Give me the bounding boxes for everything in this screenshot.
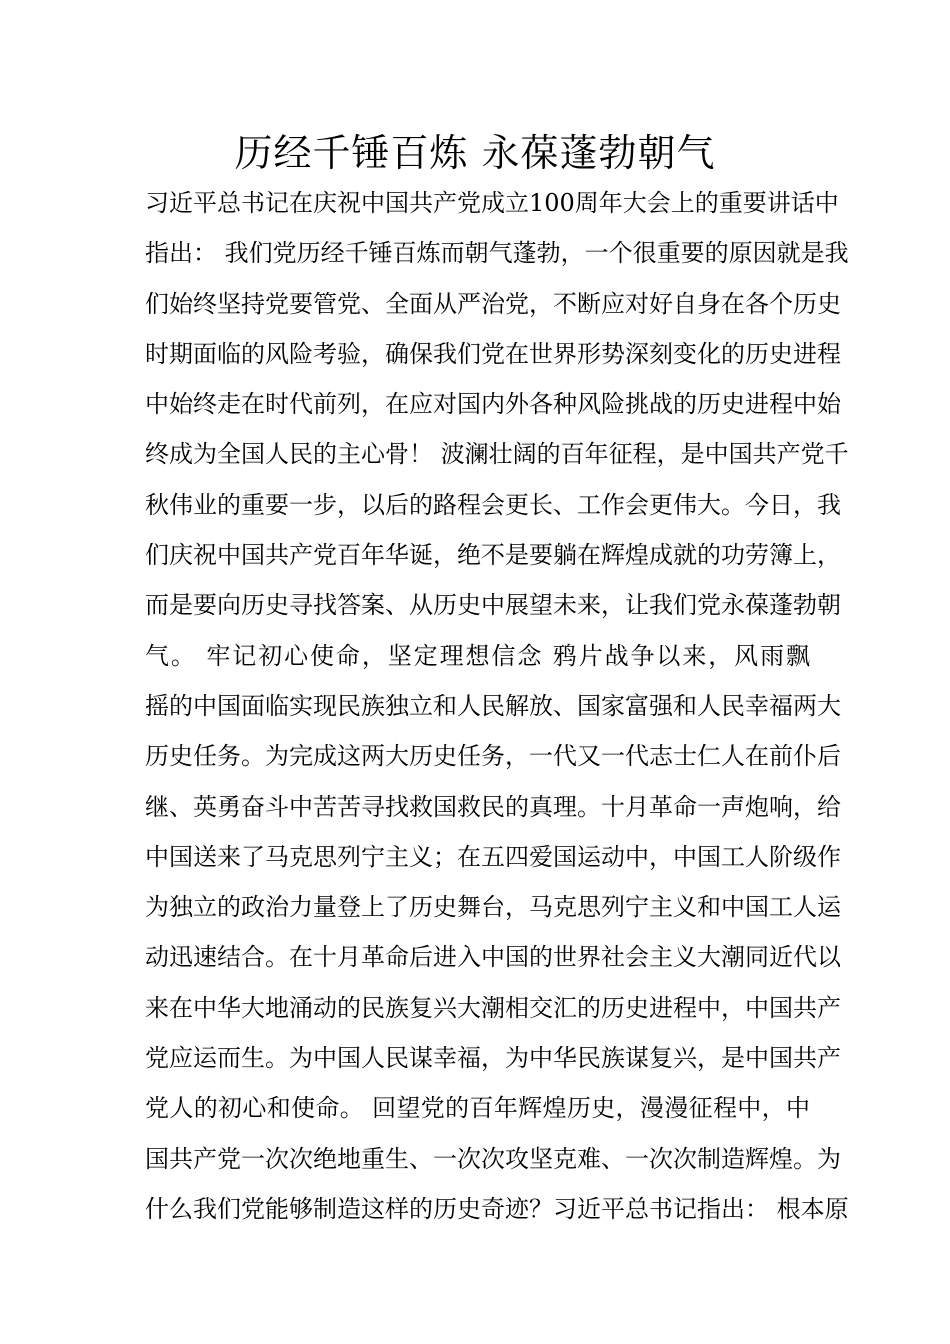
body-line: 们始终坚持党要管党、全面从严治党，不断应对好自身在各个历史 [145,289,841,318]
body-line: 来在中华大地涌动的民族复兴大潮相交汇的历史进程中，中国共产 [145,993,841,1022]
body-line: 摇的中国面临实现民族独立和人民解放、国家富强和人民幸福两大 [145,691,841,720]
body-line: 党应运而生。为中国人民谋幸福，为中华民族谋复兴，是中国共产 [145,1044,841,1073]
document-title: 历经千锤百炼 永葆蓬勃朝气 [234,131,716,175]
document-body [145,178,849,1234]
body-line: 国共产党一次次绝地重生、一次次攻坚克难、一次次制造辉煌。为 [145,1144,841,1173]
body-line: 气。 牢记初心使命，坚定理想信念 鸦片战争以来，风雨飘 [145,641,810,670]
body-line: 为独立的政治力量登上了历史舞台，马克思列宁主义和中国工人运 [145,893,841,922]
body-line: 指出： 我们党历经千锤百炼而朝气蓬勃，一个很重要的原因就是我 [145,239,849,268]
body-line: 什么我们党能够制造这样的历史奇迹？习近平总书记指出： 根本原 [145,1194,849,1223]
body-line: 党人的初心和使命。 回望党的百年辉煌历史，漫漫征程中，中 [145,1094,810,1123]
body-line: 而是要向历史寻找答案、从历史中展望未来，让我们党永葆蓬勃朝 [145,591,841,620]
body-line: 历史任务。为完成这两大历史任务，一代又一代志士仁人在前仆后 [145,742,841,771]
body-line: 们庆祝中国共产党百年华诞，绝不是要躺在辉煌成就的功劳簿上， [145,541,841,570]
body-line: 继、英勇奋斗中苦苦寻找救国救民的真理。十月革命一声炮响，给 [145,792,841,821]
body-line: 中始终走在时代前列，在应对国内外各种风险挑战的历史进程中始 [145,390,841,419]
body-line: 中国送来了马克思列宁主义；在五四爱国运动中，中国工人阶级作 [145,842,841,871]
body-line: 时期面临的风险考验，确保我们党在世界形势深刻变化的历史进程 [145,339,841,368]
body-line: 习近平总书记在庆祝中国共产党成立100周年大会上的重要讲话中 [145,189,839,217]
body-line: 动迅速结合。在十月革命后进入中国的世界社会主义大潮同近代以 [145,943,841,972]
body-line: 秋伟业的重要一步，以后的路程会更长、工作会更伟大。今日，我 [145,490,841,519]
body-line: 终成为全国人民的主心骨！ 波澜壮阔的百年征程，是中国共产党千 [145,440,849,469]
